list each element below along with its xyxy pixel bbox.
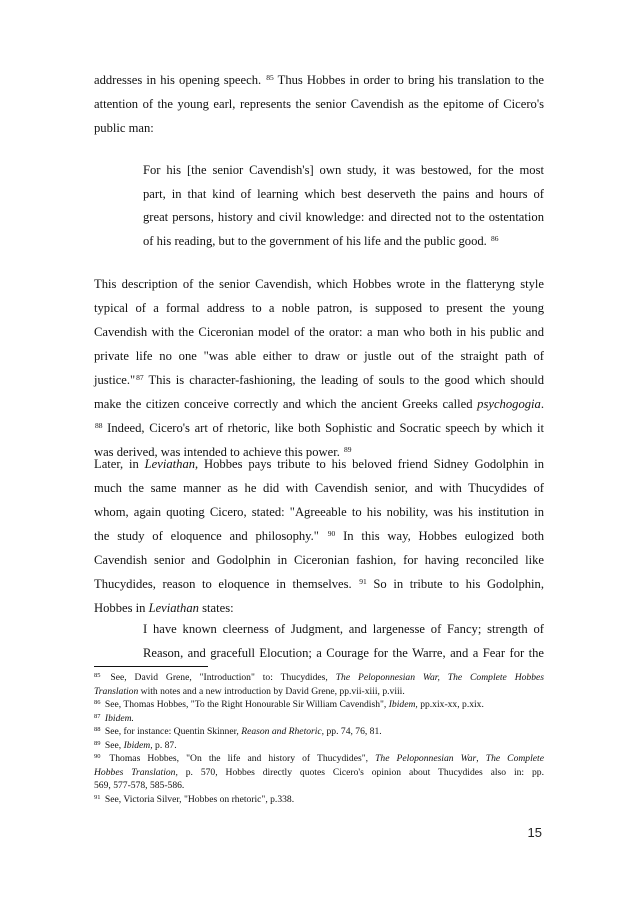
text-line: justice."$^{87}$ This is character-fashioning, the leading of souls to the good which should: [94, 373, 545, 387]
text-line: the study of eloquence and philosophy." $^{90}$ In this way, Hobbes eulogized both: [94, 529, 545, 543]
text-line: much the same manner as he did with Cavendish senior, and with Thucydides of: [94, 481, 544, 495]
footnote-89: $^{89}$ See, Ibidem, p. 87.: [94, 739, 177, 751]
footnote-ref[interactable]: 89: [344, 445, 352, 454]
footnote-ref[interactable]: 85: [266, 73, 274, 82]
footnotes: [94, 671, 544, 806]
footnote-85-cont: Translation with notes and a new introduction by David Grene, pp.vii-xiii, p.viii.: [94, 685, 405, 697]
footnote-88: $^{88}$ See, for instance: Quentin Skinner, Reason and Rhetoric, pp. 74, 76, 81.: [94, 726, 382, 737]
footnote-90-cont: Hobbes Translation, p. 570, Hobbes directly quotes Cicero's opinion about Thucydides also in: pp.: [94, 766, 544, 778]
footnote-ref[interactable]: 86: [490, 233, 499, 243]
text-line: addresses in his opening speech. $^{85}$ Thus Hobbes in order to bring his translation to the: [94, 73, 544, 87]
text-line: make the citizen conceive correctly and which the ancient Greeks called psychogogia.: [94, 397, 544, 411]
text-line: public man:: [94, 121, 154, 135]
footnote-90-cont2: 569, 577-578, 585-586.: [94, 780, 185, 791]
text-line: $^{88}$ Indeed, Cicero's art of rhetoric, like both Sophistic and Socratic speech by which it: [95, 421, 544, 435]
footnote-ref[interactable]: 90: [327, 529, 336, 538]
footnote-85: $^{85}$ See, David Grene, "Introduction" to: Thucydides, The Peloponnesian War, The Complete Hobbes: [94, 672, 545, 683]
text-line: typical of a formal address to a noble patron, is supposed to present the young: [94, 301, 544, 315]
footnote-91: $^{91}$ See, Victoria Silver, "Hobbes on rhetoric", p.338.: [94, 793, 295, 805]
text-line: was derived, was intended to achieve this power. $^{89}$: [94, 445, 352, 459]
paragraph-opening: [94, 68, 544, 140]
footnote-ref[interactable]: 91: [359, 577, 367, 586]
text-line: private life no one "was able either to draw or justle out of the straight path of: [94, 349, 544, 363]
block-quote-godolphin: [143, 618, 544, 665]
footnote-separator: [94, 666, 208, 667]
quote-line: great persons, history and civil knowledge: and directed not to the ostentation: [143, 210, 544, 224]
quote-line: For his [the senior Cavendish's] own study, it was bestowed, for the most: [143, 163, 544, 177]
text-line: This description of the senior Cavendish, which Hobbes wrote in the flatteryng style: [94, 277, 544, 291]
paragraph-leviathan: [94, 452, 544, 620]
text-line: whom, again quoting Cicero, stated: "Agreeable to his nobility, was his institution in: [94, 505, 544, 519]
footnote-ref[interactable]: 87: [136, 373, 144, 382]
text-line: Later, in Leviathan, Hobbes pays tribute to his beloved friend Sidney Godolphin in: [94, 457, 544, 471]
quote-line: of his reading, but to the government of his life and the public good. $^{86}$: [143, 233, 499, 248]
quote-line: I have known cleerness of Judgment, and largenesse of Fancy; strength of: [143, 622, 544, 636]
page-number: 15: [527, 825, 542, 840]
text-line: Hobbes in Leviathan states:: [94, 601, 234, 615]
paragraph-description: [94, 272, 544, 464]
text-line: Cavendish with the Ciceronian model of the orator: a man who both in his public and: [94, 325, 544, 339]
footnote-87: $^{87}$ Ibidem.: [94, 712, 134, 724]
block-quote-cavendish: [143, 159, 544, 253]
footnote-86: $^{86}$ See, Thomas Hobbes, "To the Right Honourable Sir William Cavendish", Ibidem, pp.xix-xx, p.xix.: [94, 699, 484, 710]
text-line: Cavendish senior and Godolphin in Ciceronian fashion, for having reconciled like: [94, 553, 544, 567]
text-line: attention of the young earl, represents the senior Cavendish as the epitome of Cicero's: [94, 97, 544, 111]
text-line: Thucydides, reason to eloquence in themselves. $^{91}$ So in tribute to his Godolphin,: [94, 577, 544, 591]
quote-line: part, in that kind of learning which best deserveth the pains and hours of: [143, 186, 544, 201]
footnote-ref[interactable]: 88: [95, 421, 103, 430]
footnote-90: $^{90}$ Thomas Hobbes, "On the life and history of Thucydides", The Peloponnesian War, The Complete: [94, 753, 544, 764]
quote-line: Reason, and gracefull Elocution; a Courage for the Warre, and a Fear for the: [143, 645, 544, 660]
